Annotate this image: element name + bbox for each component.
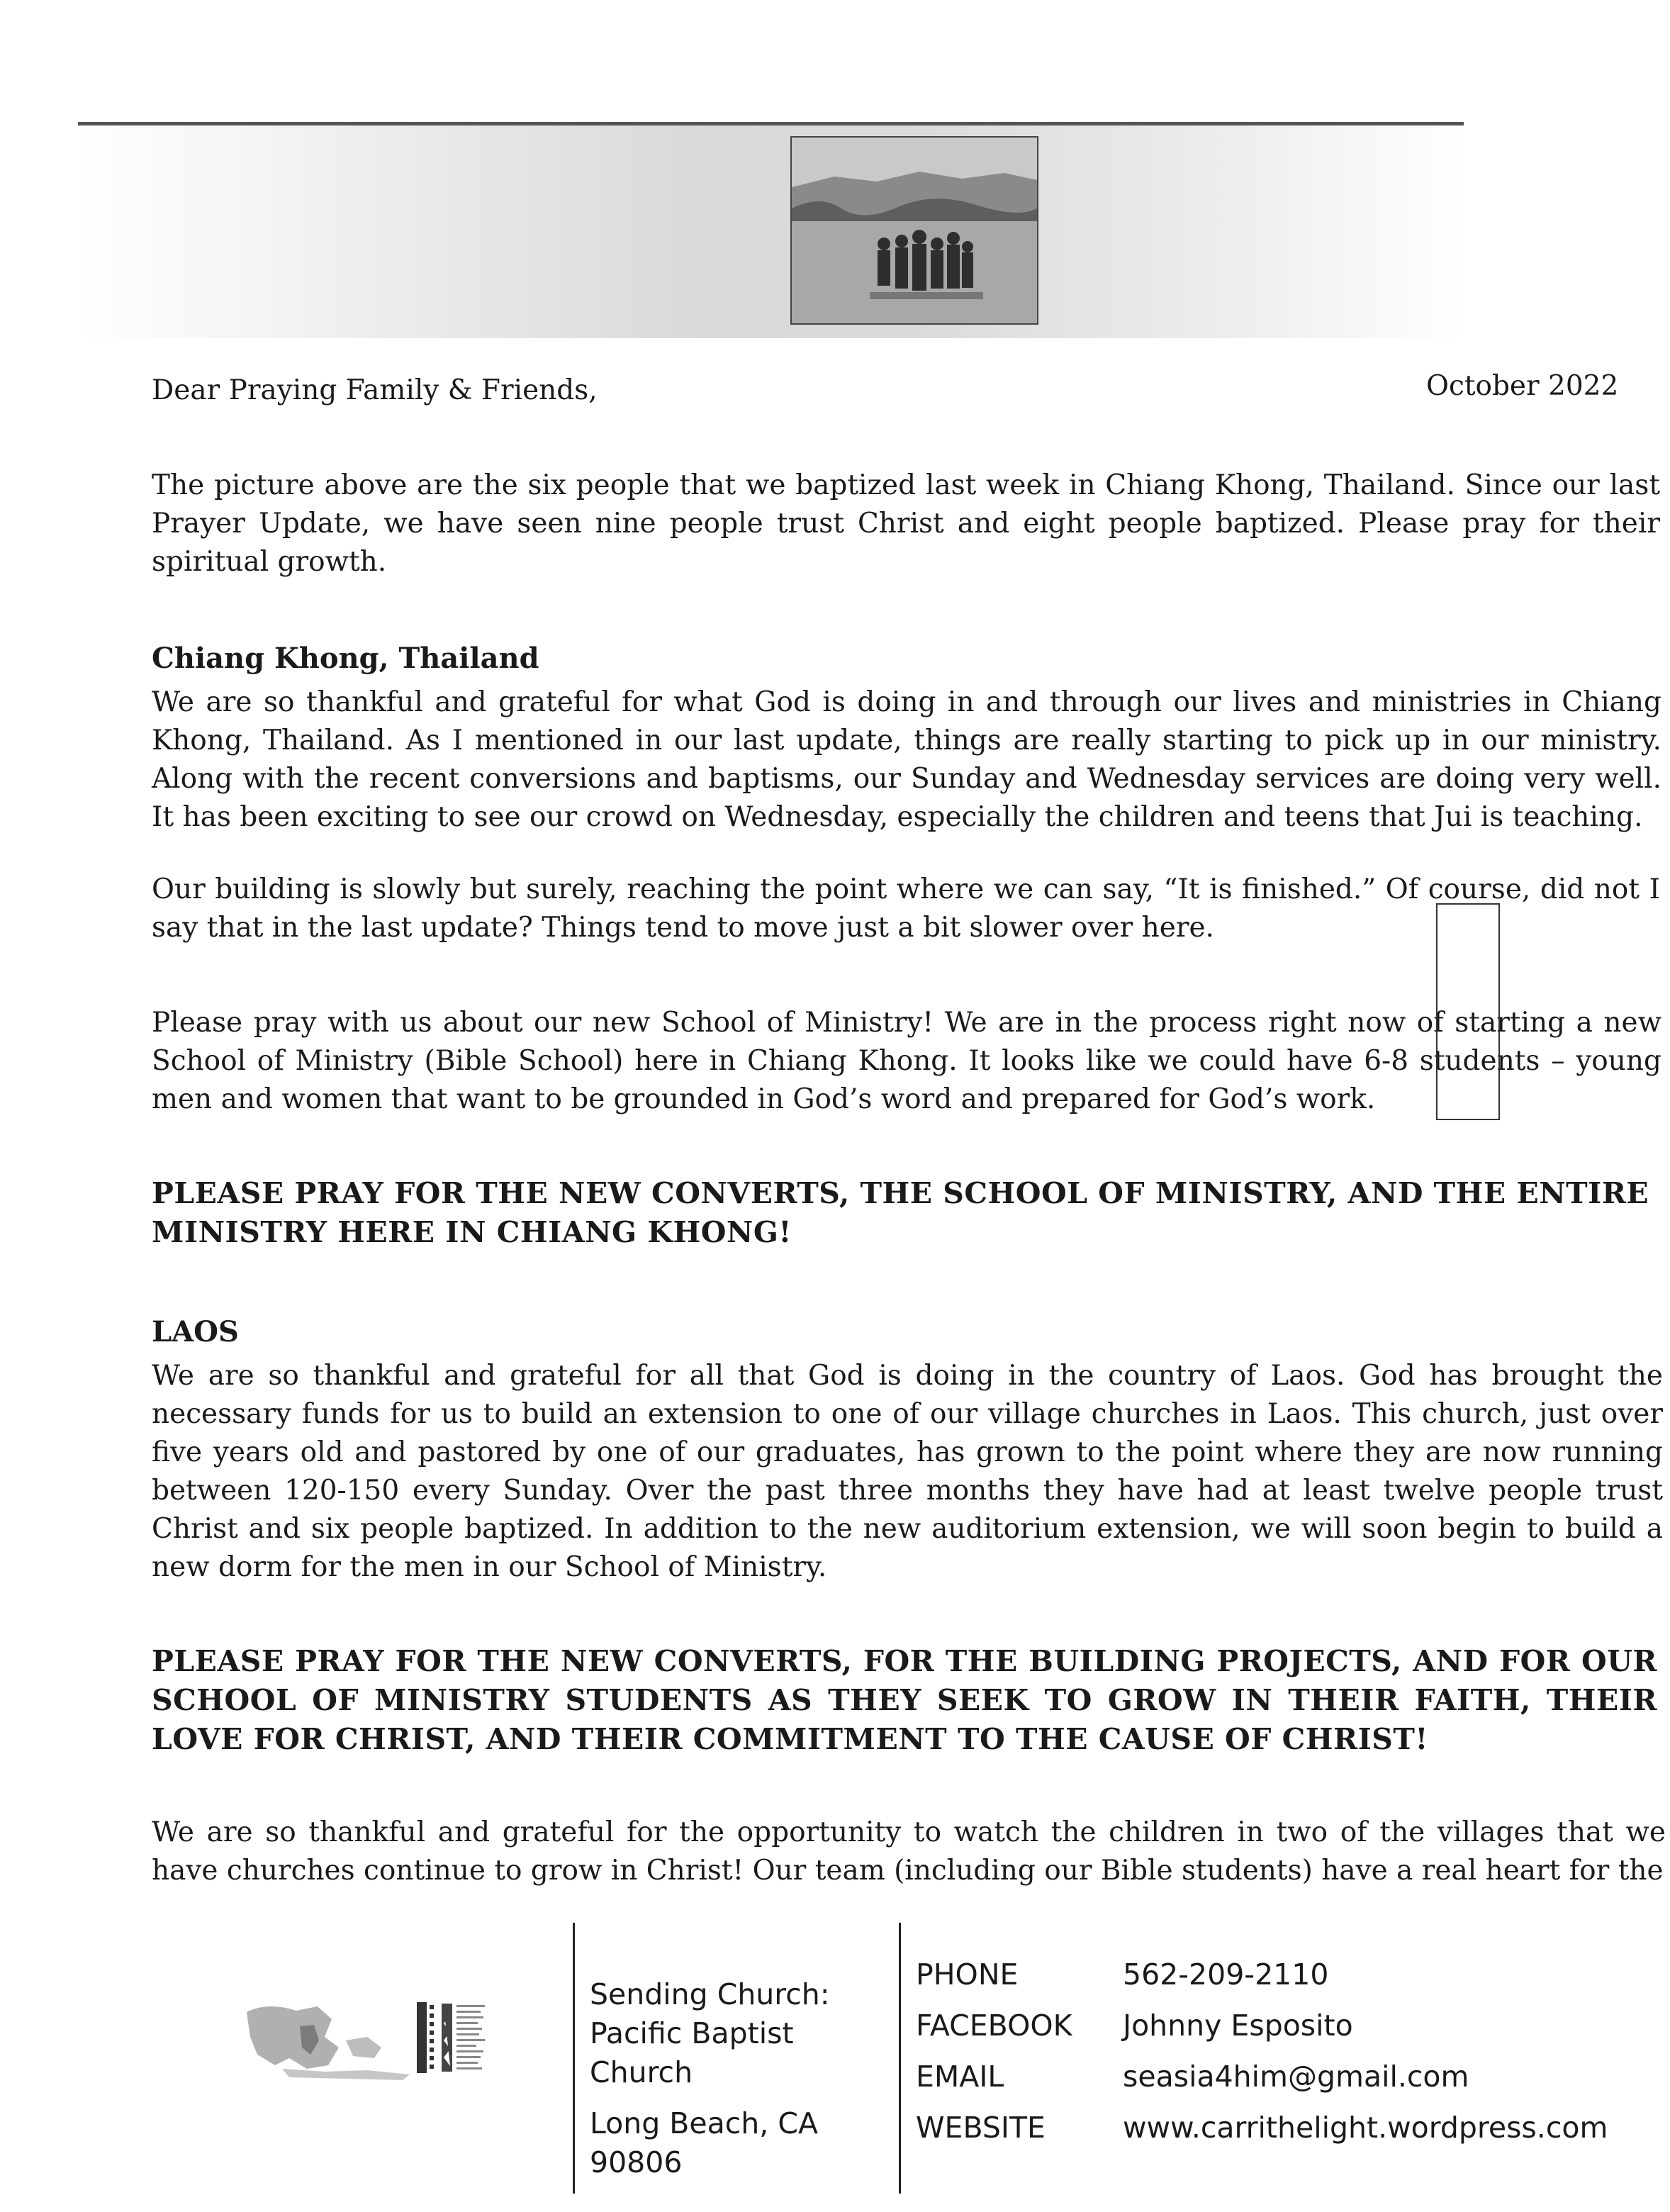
closing-paragraph: We are so thankful and grateful for the opportunity to watch the children in two of the villages that we have churches continue to grow in Christ! Our team (including our Bible students) have a real heart for the: [152, 1816, 1666, 1887]
facebook-label: FACEBOOK: [916, 2009, 1072, 2043]
header-banner: [78, 122, 1464, 338]
photo-illustration: [792, 138, 1037, 323]
chiang-khong-paragraph-2: Our building is slowly but surely, reaching the point where we can say, “It is finished.” Of course, did not I say that in the last update? Things tend to move just a bit slower over here.: [152, 873, 1660, 944]
email-value: seasia4him@gmail.com: [1123, 2060, 1469, 2094]
church-name-line-2: Church: [590, 2055, 693, 2089]
laos-paragraph: We are so thankful and grateful for all that God is doing in the country of Laos. God has brought the necessary funds for us to build an extension to one of our village churches in Laos. This church, just over five years old and pastored by one of our graduates, has grown to the point where they are now running between 120-150 every Sunday. Over the past three months they have had at least twelve people trust Christ and six people baptized. In addition to the new auditorium extension, we will soon begin to build a new dorm for the men in our School of Ministry.: [152, 1360, 1663, 1583]
phone-value: 562-209-2110: [1123, 1957, 1329, 1992]
baptism-group-photo: [790, 136, 1038, 325]
section-heading-laos: LAOS: [152, 1315, 239, 1348]
annotation-box: [1436, 903, 1500, 1120]
website-value: www.carrithelight.wordpress.com: [1123, 2111, 1608, 2145]
prayer-request-2: PLEASE PRAY FOR THE NEW CONVERTS, FOR THE BUILDING PROJECTS, AND FOR OUR SCHOOL OF MINISTRY STUDENTS AS THEY SEEK TO GROW IN THEIR FAITH, THEIR LOVE FOR CHRIST, AND THEIR COMMITMENT TO THE CAUSE OF CHRIST!: [152, 1644, 1657, 1756]
church-name-line-1: Pacific Baptist: [590, 2016, 794, 2050]
church-zip: 90806: [590, 2145, 683, 2179]
letter-date: October 2022: [1426, 370, 1619, 402]
chiang-khong-paragraph-1: We are so thankful and grateful for what God is doing in and through our lives and ministries in Chiang Khong, Thailand. As I mentioned in our last update, things are really starting to pick up in our ministry. Along with the recent conversions and baptisms, our Sunday and Wednesday services are doing very well. It has been exciting to see our crowd on Wednesday, especially the children and teens that Jui is teaching.: [152, 686, 1661, 833]
phone-label: PHONE: [916, 1957, 1019, 1992]
southeast-asia-map: [240, 1998, 492, 2083]
chiang-khong-paragraph-3: Please pray with us about our new School of Ministry! We are in the process right now of starting a new School of Ministry (Bible School) here in Chiang Khong. It looks like we could have 6-8 students – young men and women that want to be grounded in God’s word and prepared for God’s work.: [152, 1007, 1661, 1115]
facebook-value: Johnny Esposito: [1123, 2009, 1353, 2043]
prayer-request-1: PLEASE PRAY FOR THE NEW CONVERTS, THE SCHOOL OF MINISTRY, AND THE ENTIRE MINISTRY HERE IN CHIANG KHONG!: [152, 1176, 1649, 1249]
footer-divider-1: [573, 1923, 575, 2194]
sending-church-label: Sending Church:: [590, 1977, 830, 2011]
church-city-state: Long Beach, CA: [590, 2106, 818, 2140]
website-label: WEBSITE: [916, 2111, 1046, 2145]
section-heading-chiang-khong: Chiang Khong, Thailand: [152, 642, 539, 675]
greeting: Dear Praying Family & Friends,: [152, 374, 598, 406]
email-label: EMAIL: [916, 2060, 1004, 2094]
intro-paragraph: The picture above are the six people that we baptized last week in Chiang Khong, Thailand. Since our last Prayer Update, we have seen nine people trust Christ and eight people baptized. Please pray for their spiritual growth.: [152, 469, 1660, 578]
footer-divider-2: [899, 1923, 901, 2194]
